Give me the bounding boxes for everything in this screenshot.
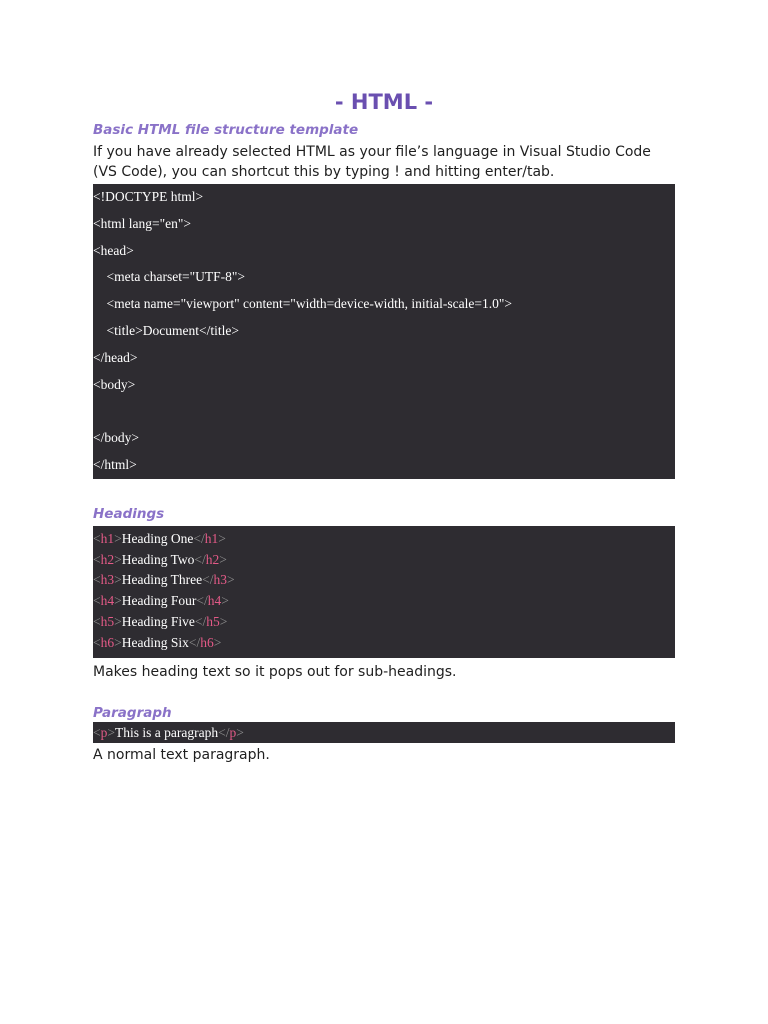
code-line: <h4>Heading Four</h4> xyxy=(93,593,229,609)
code-text: Heading Two xyxy=(121,551,195,567)
code-open-tag: h1 xyxy=(100,530,115,546)
code-text: Heading Five xyxy=(121,613,195,629)
code-line: <h3>Heading Three</h3> xyxy=(93,572,235,588)
code-line: <!DOCTYPE html> xyxy=(93,189,204,204)
headings-code-block xyxy=(93,526,675,658)
code-open-tag: h6 xyxy=(100,634,115,650)
code-line: <h6>Heading Six</h6> xyxy=(93,634,222,650)
code-open-tag: h2 xyxy=(100,551,115,567)
code-line: <html lang="en"> xyxy=(93,215,191,231)
code-text: Heading Three xyxy=(121,572,203,588)
code-close-tag: h5 xyxy=(206,613,220,629)
code-text: Heading One xyxy=(121,530,194,546)
code-line xyxy=(93,398,675,425)
code-close-tag: h2 xyxy=(205,551,220,567)
page-title: - HTML - xyxy=(334,90,434,114)
code-open-tag: h3 xyxy=(100,572,115,588)
code-line: </head> xyxy=(93,349,138,365)
code-open-tag: p xyxy=(100,724,108,740)
paragraph-code-block xyxy=(93,722,675,743)
code-text: This is a paragraph xyxy=(115,724,219,740)
code-close-tag: h6 xyxy=(200,634,214,650)
code-text: Heading Four xyxy=(121,593,197,609)
code-line: <head> xyxy=(93,242,134,258)
code-close-tag: p xyxy=(229,724,237,740)
code-line: <meta charset="UTF-8"> xyxy=(93,269,245,285)
paragraph-section-heading: Paragraph xyxy=(93,704,172,721)
code-line: </body> xyxy=(93,430,139,446)
code-close-tag: h3 xyxy=(213,572,227,588)
code-close-tag: h1 xyxy=(204,530,219,546)
code-close-tag: h4 xyxy=(207,593,222,609)
headings-description: Makes heading text so it pops out for sub-headings. xyxy=(93,663,457,680)
code-line: <h2>Heading Two</h2> xyxy=(93,551,227,567)
template-code-block xyxy=(93,184,675,479)
template-description: If you have already selected HTML as your file’s language in Visual Studio Code (VS Code), you can shortcut this by typing ! and hitting enter/tab. xyxy=(93,144,651,180)
code-text: Heading Six xyxy=(121,634,189,650)
template-section-heading: Basic HTML file structure template xyxy=(93,122,359,138)
code-line: </html> xyxy=(93,456,137,472)
code-line: <p>This is a paragraph</p> xyxy=(93,724,244,740)
headings-section-heading: Headings xyxy=(93,505,165,522)
code-open-tag: h5 xyxy=(100,613,115,629)
code-line: <title>Document</title> xyxy=(93,322,239,338)
code-line: <h5>Heading Five</h5> xyxy=(93,613,228,629)
code-line: <h1>Heading One</h1> xyxy=(93,530,226,546)
paragraph-description: A normal text paragraph. xyxy=(93,746,270,763)
code-line: <body> xyxy=(93,376,136,392)
code-open-tag: h4 xyxy=(100,593,115,609)
document-page xyxy=(93,86,675,765)
code-line: <meta name="viewport" content="width=device-width, initial-scale=1.0"> xyxy=(93,296,512,312)
